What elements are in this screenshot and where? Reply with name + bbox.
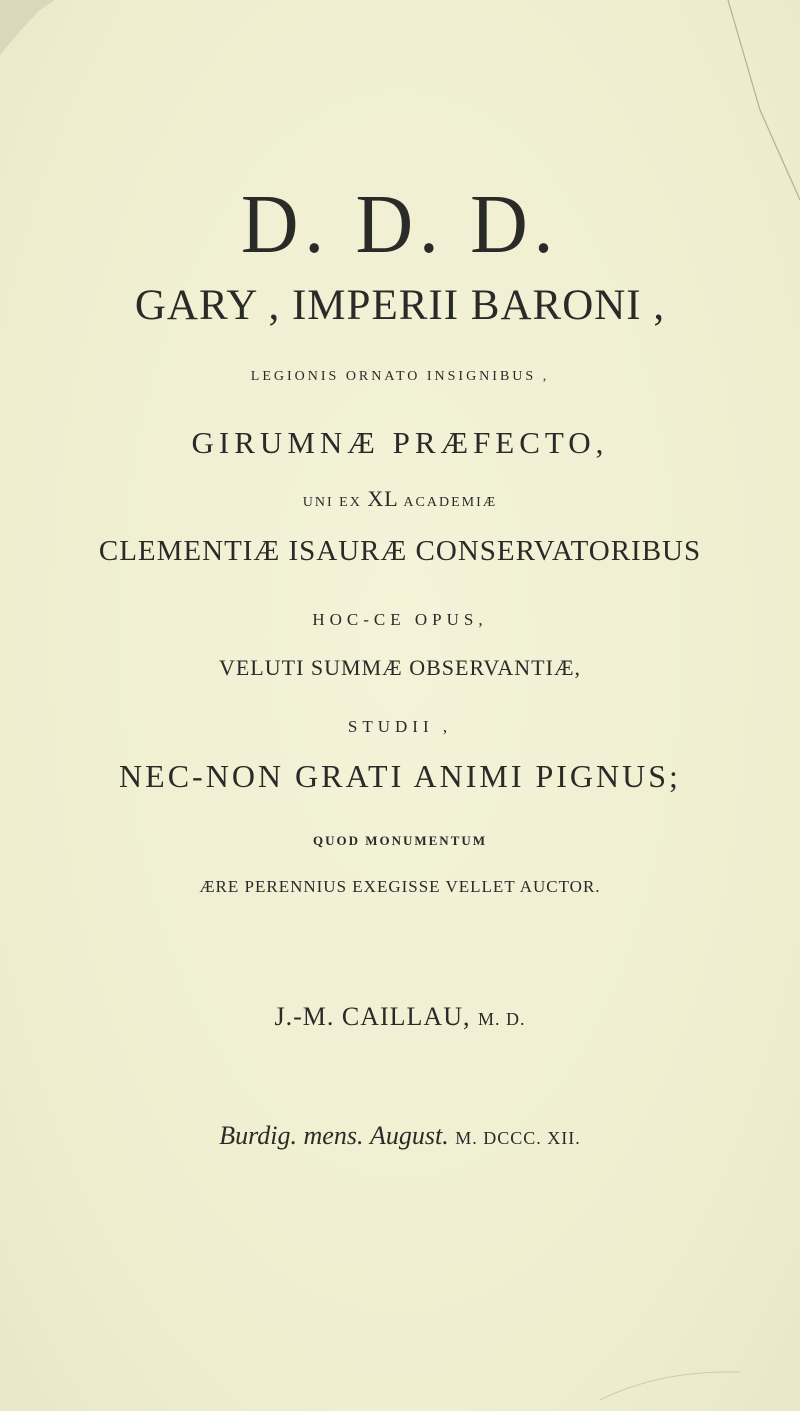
author-signature: [0, 1004, 800, 1030]
date-month: August.: [369, 1121, 449, 1150]
date-place: Burdig.: [219, 1121, 298, 1150]
text-line-uni-ex-xl: [0, 488, 800, 510]
dedicatee-name: GARY , IMPERII BARONI ,: [134, 282, 666, 329]
text-line-hocce-opus: HOC-CE OPUS,: [312, 610, 488, 629]
paper-fold-mark: [600, 1372, 740, 1400]
edge-crease-line: [728, 0, 800, 200]
academiae-text: ACADEMIÆ: [403, 495, 498, 510]
corner-smudge: [0, 0, 55, 55]
text-line-aere: ÆRE PERENNIUS EXEGISSE VELLET AUCTOR.: [199, 877, 601, 896]
text-line-nec-non: NEC-NON GRATI ANIMI PIGNUS;: [119, 758, 681, 794]
xl-numeral: XL: [367, 486, 399, 511]
date-line: [0, 1123, 800, 1149]
uni-ex-text: UNI EX: [302, 495, 362, 510]
date-mens: mens.: [303, 1121, 364, 1150]
dedication-heading: D. D. D.: [240, 178, 560, 271]
text-line-legionis: LEGIONIS ORNATO INSIGNIBUS ,: [250, 369, 550, 384]
text-line-clementiae: CLEMENTIÆ ISAURÆ CONSERVATORIBUS: [98, 535, 702, 567]
text-line-studii: STUDII ,: [347, 717, 453, 736]
author-title: M. D.: [477, 1009, 526, 1029]
text-line-veluti: VELUTI SUMMÆ OBSERVANTIÆ,: [218, 655, 582, 680]
text-line-quod: QUOD MONUMENTUM: [312, 833, 488, 848]
text-line-girumnae: GIRUMNÆ PRÆFECTO,: [191, 425, 609, 460]
author-name: J.-M. CAILLAU,: [274, 1002, 471, 1031]
date-year: M. DCCC. XII.: [455, 1128, 581, 1148]
